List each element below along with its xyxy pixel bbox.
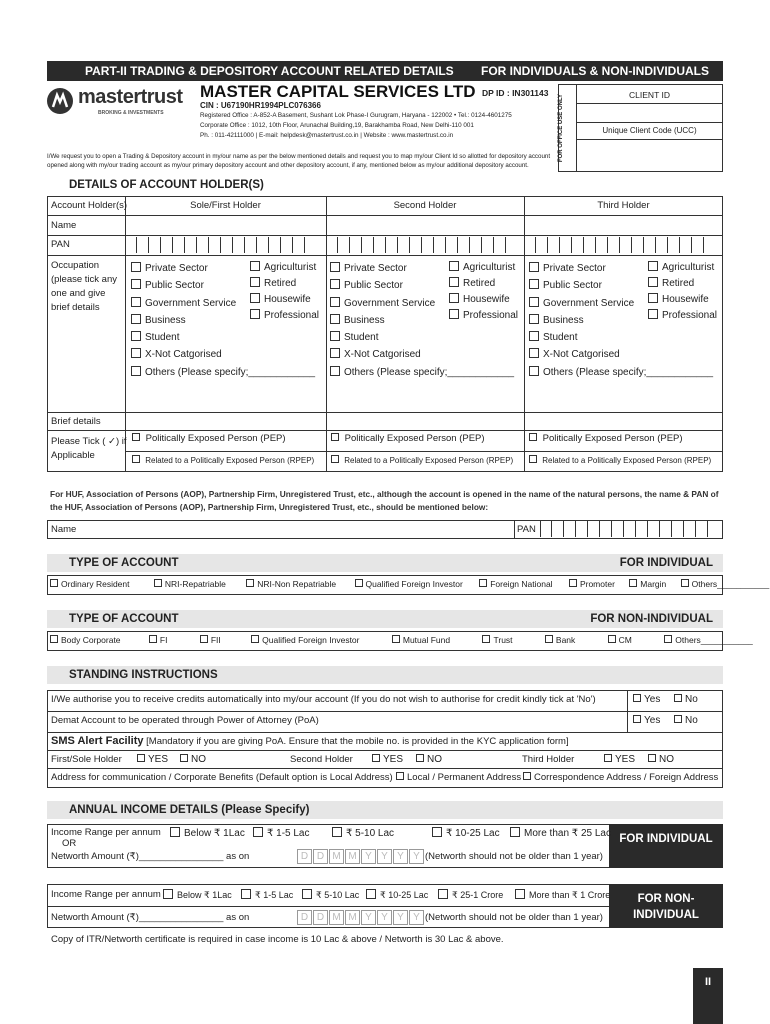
dp-id: DP ID : IN301143 [482, 88, 549, 98]
pan-boxes-1[interactable] [125, 237, 305, 254]
date-boxes[interactable]: D D M M Y Y Y Y [297, 849, 425, 864]
opt[interactable]: Ordinary Resident [50, 579, 130, 589]
occ-option[interactable]: Business [131, 312, 315, 329]
occ-option[interactable]: Others (Please specify;____________ [131, 364, 315, 381]
auth-yes[interactable]: Yes [633, 694, 660, 705]
holders-title: DETAILS OF ACCOUNT HOLDER(S) [47, 176, 723, 194]
col-third: Third Holder [597, 200, 650, 211]
opt[interactable]: Foreign National [479, 579, 552, 589]
rpep-option-1[interactable]: Related to a Politically Exposed Person (RPEP) [132, 455, 314, 465]
occ-option[interactable]: X-Not Catgorised [529, 346, 713, 363]
occupation-right-2 [449, 260, 518, 324]
occ-option[interactable]: Agriculturist [648, 260, 717, 276]
income-bar: ANNUAL INCOME DETAILS (Please Specify) [47, 801, 723, 819]
huf-pan-boxes[interactable] [540, 521, 708, 538]
date-boxes-2[interactable]: D D M M Y Y Y Y [297, 910, 425, 925]
occ-option[interactable]: Private Sector [330, 260, 514, 277]
occ-option[interactable]: Business [529, 312, 713, 329]
non-opt-4[interactable]: ₹ 10-25 Lac [366, 889, 428, 901]
opt[interactable]: Qualified Foreign Investor [251, 635, 359, 645]
first-no[interactable]: NO [180, 754, 206, 765]
corr-address[interactable]: Correspondence Address / Foreign Address [523, 772, 718, 783]
non-opt-2[interactable]: ₹ 1-5 Lac [241, 889, 293, 901]
occ-option[interactable]: Public Sector [529, 277, 713, 294]
ind-opt-5[interactable]: More than ₹ 25 Lac [510, 827, 611, 839]
request-text: I/We request you to open a Trading & Depository account in my/our name as per the below mentioned details and request you to map my/our Client Id so allotted for depository account opened along with my/our trading account as my/our primary depository account and other depository account, if any, mentioned below as my/our additional depository account. [47, 153, 551, 169]
logo-icon [47, 88, 73, 114]
please-tick-label: Please Tick ( ✓) if Applicable [51, 436, 127, 461]
standing-bar: STANDING INSTRUCTIONS [47, 666, 723, 684]
occ-option[interactable]: Agriculturist [250, 260, 319, 276]
type-non-options [50, 635, 753, 645]
occ-option[interactable]: Government Service [131, 295, 315, 312]
occupation-right-1 [250, 260, 319, 324]
corp-office: Corporate Office : 1012, 10th Floor, Arunachal Building,19, Barakhamba Road, New Delhi-110 001 [200, 122, 474, 129]
auth-no[interactable]: No [674, 694, 698, 705]
occ-option[interactable]: Others (Please specify;____________ [529, 364, 713, 381]
type-ind-bar: TYPE OF ACCOUNT FOR INDIVIDUAL [47, 554, 723, 572]
first-holder: First/Sole Holder [51, 754, 122, 765]
contact: Ph. : 011-42111000 | E-mail: helpdesk@mastertrust.co.in | Website : www.mastertrust.co.in [200, 132, 454, 139]
name-label: Name [51, 220, 77, 231]
non-opt-5[interactable]: ₹ 25-1 Crore [438, 889, 503, 901]
income-range-label-2: Income Range per annum [51, 889, 161, 900]
occ-option[interactable]: Retired [250, 276, 319, 292]
huf-pan-label: PAN [517, 524, 536, 535]
company-name: MASTER CAPITAL SERVICES LTD [200, 82, 476, 101]
opt[interactable]: Qualified Foreign Investor [355, 579, 463, 589]
occ-option[interactable]: Professional [449, 308, 518, 324]
ucc-label: Unique Client Code (UCC) [602, 126, 697, 135]
occupation-right-3 [648, 260, 717, 324]
opt[interactable]: NRI-Non Repatriable [246, 579, 336, 589]
occ-option[interactable]: Housewife [250, 292, 319, 308]
reg-office: Registered Office : A-852-A Basement, Sushant Lok Phase-I Gurugram, Haryana - 122002 • Tel.: 0124-4601275 [200, 112, 512, 119]
second-no[interactable]: NO [416, 754, 442, 765]
opt[interactable]: CM [608, 635, 632, 645]
occ-option[interactable]: Student [131, 329, 315, 346]
occ-option[interactable]: Retired [648, 276, 717, 292]
poa-text: Demat Account to be operated through Power of Attorney (PoA) [51, 715, 319, 726]
first-yes[interactable]: YES [137, 754, 168, 765]
occ-option[interactable]: X-Not Catgorised [330, 346, 514, 363]
opt[interactable]: NRI-Repatriable [154, 579, 226, 589]
header-bar [47, 61, 723, 81]
pep-option-2[interactable]: Politically Exposed Person (PEP) [331, 433, 485, 444]
occ-option[interactable]: Professional [250, 308, 319, 324]
pan-boxes-2[interactable] [326, 237, 506, 254]
occ-option[interactable]: Professional [648, 308, 717, 324]
occ-option[interactable]: Retired [449, 276, 518, 292]
nw-note: (Networth should not be older than 1 year) [425, 851, 603, 862]
occ-option[interactable]: Student [330, 329, 514, 346]
opt[interactable]: Margin [629, 579, 666, 589]
or-label: OR [62, 838, 77, 849]
logo-text: mastertrust [78, 86, 183, 108]
type-non-bar: TYPE OF ACCOUNT FOR NON-INDIVIDUAL [47, 610, 723, 628]
occ-option[interactable]: Agriculturist [449, 260, 518, 276]
type-ind-options [50, 579, 770, 589]
opt[interactable]: FI [149, 635, 168, 645]
second-yes[interactable]: YES [372, 754, 403, 765]
nw-note-2: (Networth should not be older than 1 year) [425, 912, 603, 923]
ind-opt-4[interactable]: ₹ 10-25 Lac [432, 827, 500, 839]
client-id-label: CLIENT ID [629, 90, 670, 100]
occupation-label: Occupation (please tick any one and give brief details [51, 260, 118, 313]
page-number: II [693, 968, 723, 1024]
opt[interactable]: Mutual Fund [392, 635, 450, 645]
opt[interactable]: Others___________ [681, 579, 770, 589]
poa-yes[interactable]: Yes [633, 715, 660, 726]
opt[interactable]: FII [200, 635, 221, 645]
occ-option[interactable]: X-Not Catgorised [131, 346, 315, 363]
logo-sub: BROKING & INVESTMENTS [98, 110, 164, 116]
local-address[interactable]: Local / Permanent Address [396, 772, 521, 783]
networth-label: Networth Amount (₹)________________ as on [51, 851, 250, 862]
non-opt-6[interactable]: More than ₹ 1 Crore [515, 889, 610, 901]
cin: CIN : U67190HR1994PLC076366 [200, 101, 321, 110]
poa-no[interactable]: No [674, 715, 698, 726]
opt[interactable]: Promoter [569, 579, 615, 589]
part-title: PART-II TRADING & DEPOSITORY ACCOUNT RELATED DETAILS [85, 64, 454, 78]
for-individual: FOR INDIVIDUAL [609, 824, 723, 868]
third-holder: Third Holder [522, 754, 575, 765]
occ-option[interactable]: Public Sector [330, 277, 514, 294]
networth-label-2: Networth Amount (₹)________________ as on [51, 912, 250, 923]
col-first: Sole/First Holder [190, 200, 261, 211]
opt[interactable]: Others___________ [664, 635, 753, 645]
col0-label: Account Holder(s) [51, 200, 128, 211]
third-no[interactable]: NO [648, 754, 674, 765]
occ-option[interactable]: Public Sector [131, 277, 315, 294]
rpep-option-2[interactable]: Related to a Politically Exposed Person (RPEP) [331, 455, 513, 465]
ind-opt-2[interactable]: ₹ 1-5 Lac [253, 827, 310, 839]
address-text: Address for communication / Corporate Benefits (Default option is Local Address) [51, 772, 393, 783]
huf-name-label: Name [51, 524, 77, 535]
occ-option[interactable]: Others (Please specify;____________ [330, 364, 514, 381]
for-label: FOR INDIVIDUALS & NON-INDIVIDUALS [481, 64, 709, 78]
occ-option[interactable]: Housewife [648, 292, 717, 308]
ind-opt-3[interactable]: ₹ 5-10 Lac [332, 827, 394, 839]
occ-option[interactable]: Housewife [449, 292, 518, 308]
col-second: Second Holder [393, 200, 457, 211]
for-non-individual: FOR NON-INDIVIDUAL [609, 884, 723, 928]
pep-option-1[interactable]: Politically Exposed Person (PEP) [132, 433, 286, 444]
pan-label: PAN [51, 239, 70, 250]
occ-option[interactable]: Student [529, 329, 713, 346]
non-opt-3[interactable]: ₹ 5-10 Lac [302, 889, 359, 901]
brief-label: Brief details [51, 416, 101, 427]
income-range-label: Income Range per annum [51, 827, 161, 838]
non-opt-1[interactable]: Below ₹ 1Lac [163, 889, 232, 901]
pep-option-3[interactable]: Politically Exposed Person (PEP) [529, 433, 683, 444]
occ-option[interactable]: Private Sector [529, 260, 713, 277]
sms-text: SMS Alert Facility [Mandatory if you are giving PoA. Ensure that the mobile no. is provided in the KYC application form] [51, 735, 569, 747]
copy-note: Copy of ITR/Networth certificate is required in case income is 10 Lac & above / Networth is 30 Lac & above. [51, 934, 504, 945]
office-use-label: FOR OFFICE USE ONLY [558, 93, 564, 163]
occ-option[interactable]: Government Service [330, 295, 514, 312]
pan-boxes-3[interactable] [524, 237, 704, 254]
opt[interactable]: Trust [482, 635, 512, 645]
second-holder: Second Holder [290, 754, 353, 765]
auth-text: I/We authorise you to receive credits automatically into my/our account (If you do not wish to authorise for credit kindly tick at 'No') [51, 694, 596, 705]
occ-option[interactable]: Business [330, 312, 514, 329]
huf-note: For HUF, Association of Persons (AOP), Partnership Firm, Unregistered Trust, etc., although the account is opened in the name of the natural persons, the name & PAN of the HUF, Association of Persons (AOP), Partnership Firm, Unregistered Trust, etc., should be mentioned below: [50, 489, 719, 512]
opt[interactable]: Bank [545, 635, 575, 645]
occ-option[interactable]: Private Sector [131, 260, 315, 277]
ind-opt-1[interactable]: Below ₹ 1Lac [170, 827, 245, 839]
occ-option[interactable]: Government Service [529, 295, 713, 312]
third-yes[interactable]: YES [604, 754, 635, 765]
opt[interactable]: Body Corporate [50, 635, 121, 645]
rpep-option-3[interactable]: Related to a Politically Exposed Person (RPEP) [529, 455, 711, 465]
